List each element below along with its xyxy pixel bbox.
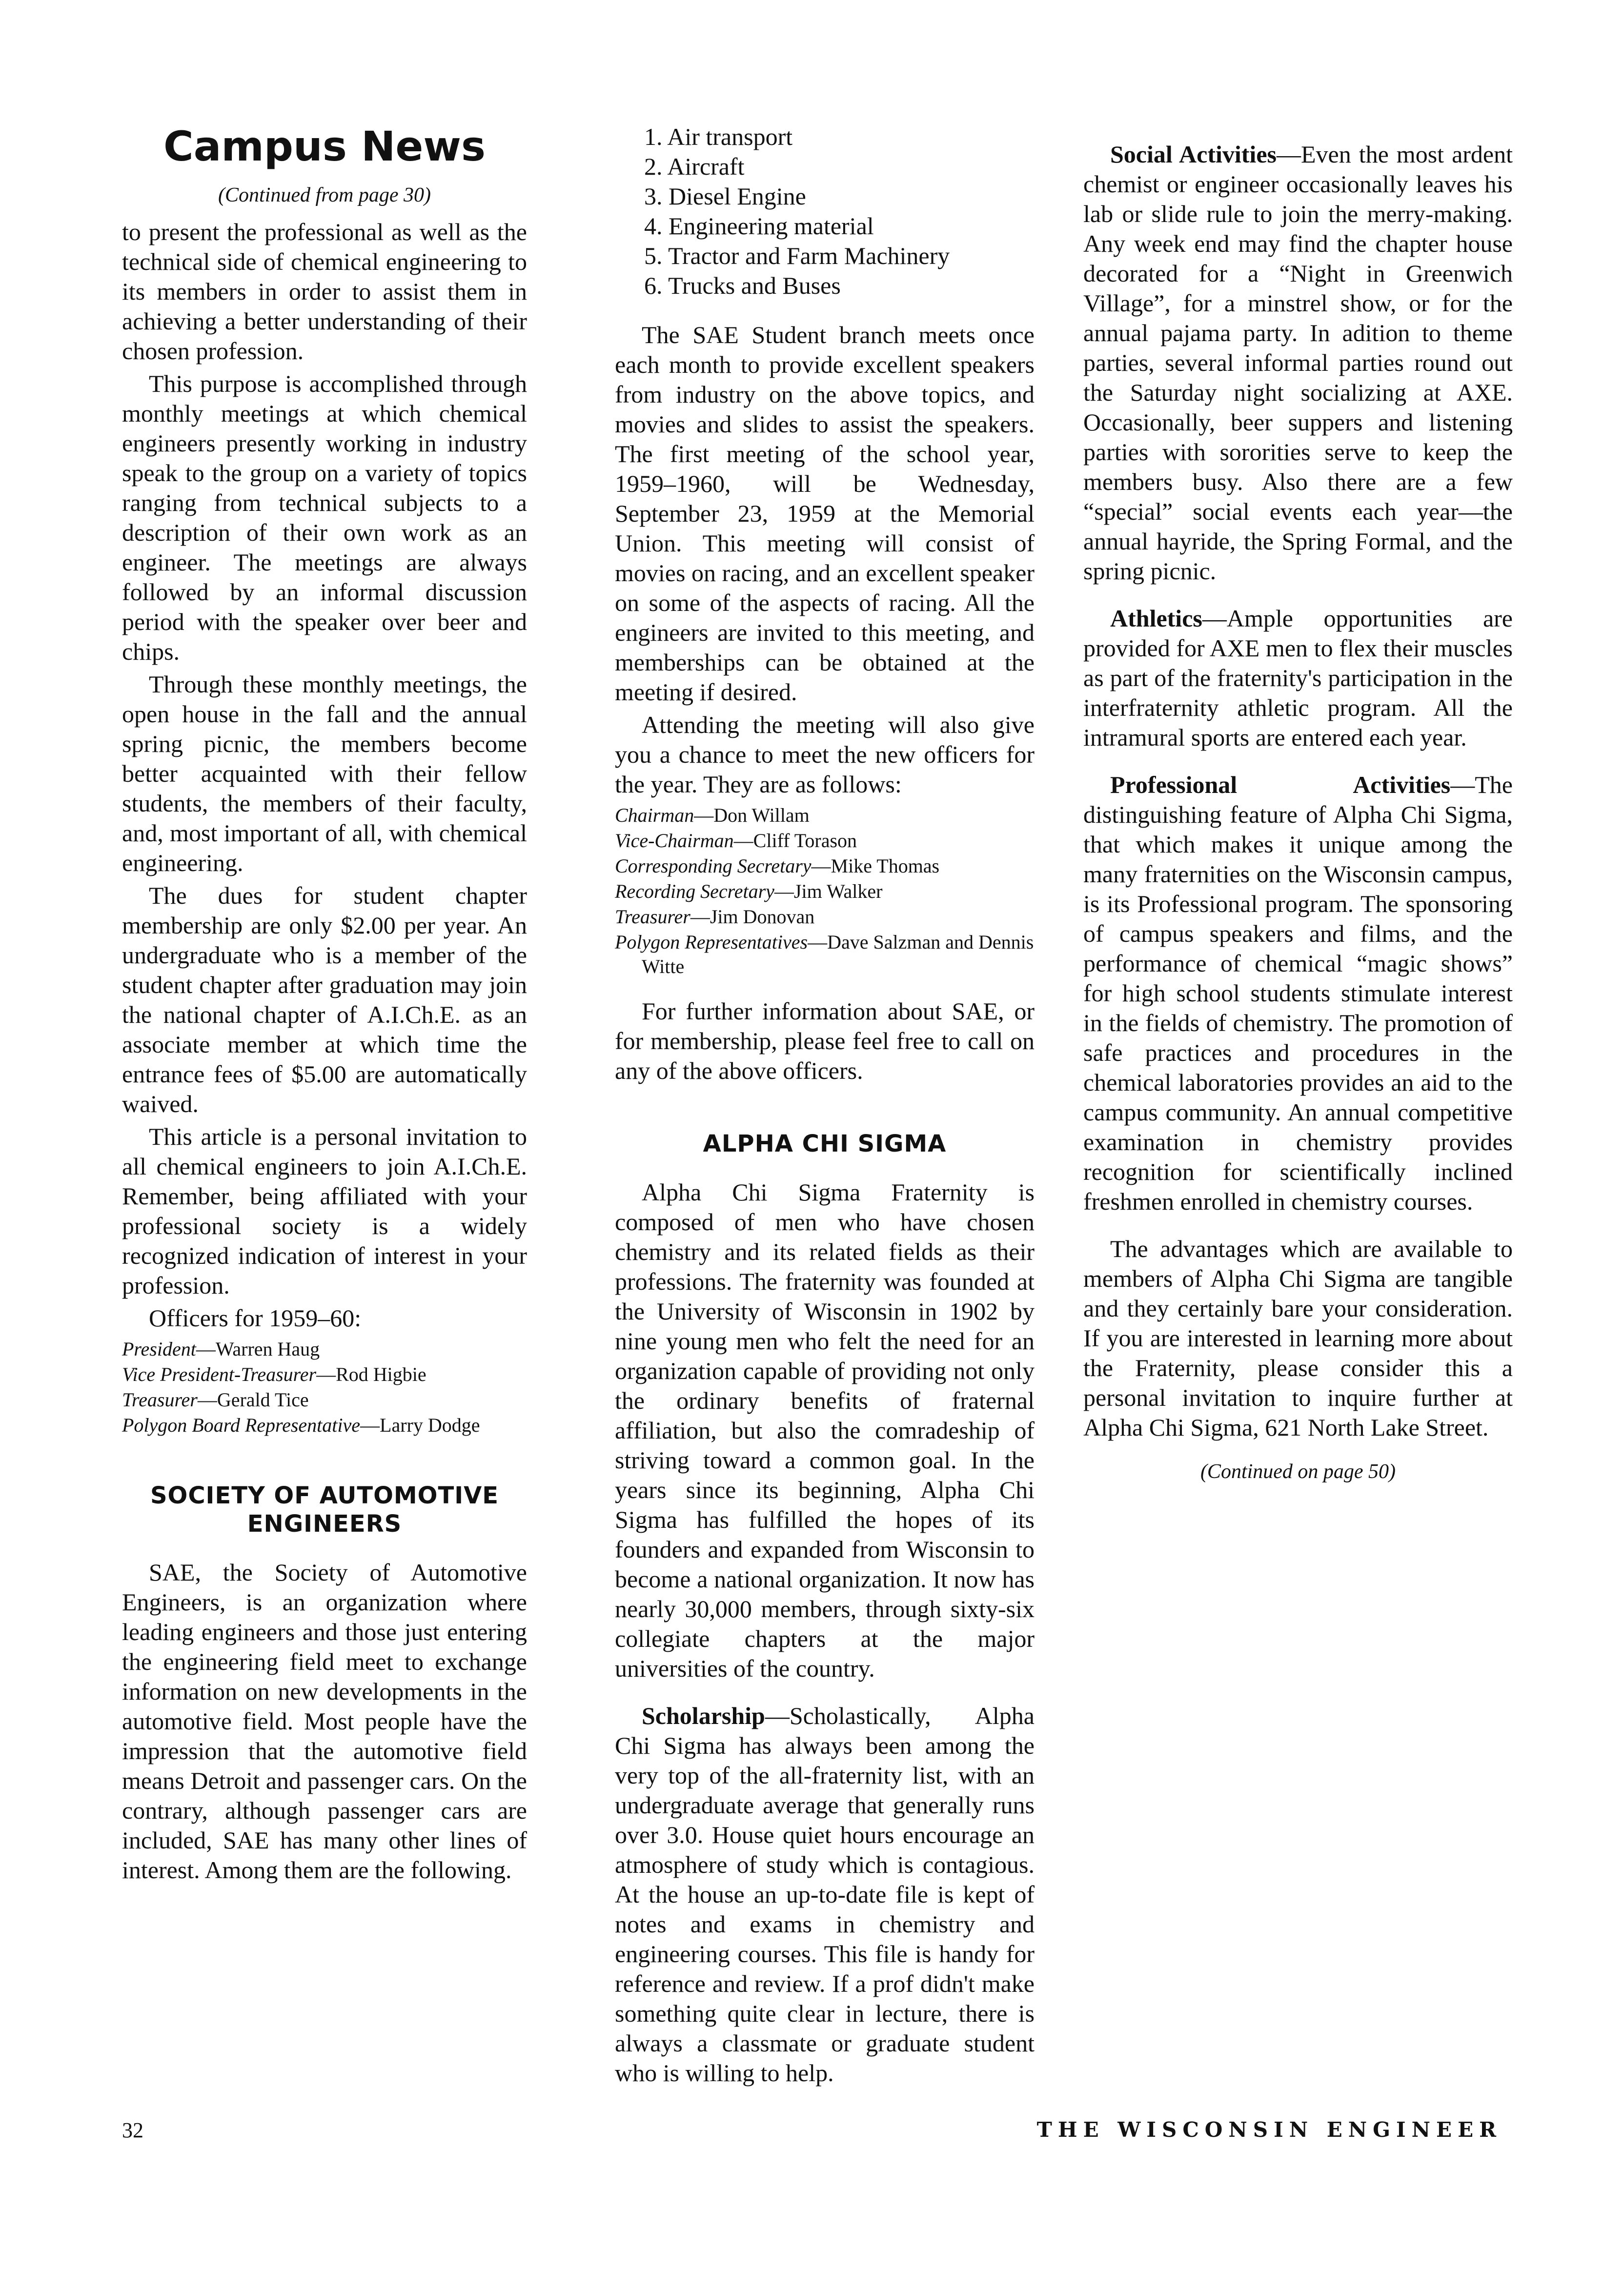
- column-3: [1083, 122, 1513, 1487]
- athletics-text: Ample opportunities are provided for AXE men to flex their muscles as part of the fraternity's participation in the interfraternity athletic program. All the intramural sports are entered each year.: [1083, 605, 1513, 751]
- continued-from-note: (Continued from page 30): [218, 184, 431, 206]
- continued-on-note: (Continued on page 50): [1200, 1460, 1396, 1483]
- officer-entry: Polygon Representatives—Dave Salzman and Dennis Witte: [615, 931, 1034, 977]
- aiche-paragraph: This article is a personal invitation to all chemical engineers to join A.I.Ch.E. Remember, being affiliated with your professional society is a widely recognized indication of interest in your profession.: [122, 1123, 527, 1299]
- page-number: 32: [122, 2118, 143, 2142]
- officer-role: Corresponding Secretary: [615, 855, 812, 877]
- aiche-officer-list: [122, 1337, 527, 1438]
- officer-name: Rod Higbie: [336, 1363, 426, 1385]
- officer-name: Warren Haug: [215, 1338, 320, 1360]
- officer-name: Jim Donovan: [710, 906, 815, 928]
- axe-social-paragraph: Social Activities—Even the most ardent chemist or engineer occasionally leaves his lab or slide rule to join the merry-making. Any week end may find the chapter house decorated for a “Night in Greenwich Village”, for a minstrel show, or for the annual pajama party. In adition to theme parties, several informal parties round out the Saturday night socializing at AXE. Occasionally, beer suppers and listening parties with sororities serve to keep the members busy. Also there are a few “special” social events each year—the annual hayride, the Spring Formal, and the spring picnic.: [1083, 141, 1513, 585]
- list-item: 6. Trucks and Buses: [644, 272, 841, 299]
- officer-role: Recording Secretary: [615, 880, 774, 902]
- scholarship-label: Scholarship: [642, 1702, 765, 1729]
- sae-intro-paragraph: SAE, the Society of Automotive Engineers, is an organization where leading engineers and those just entering the engineering field meet to exchange information on new developments in the automotive field. Most people have the impression that the automotive field means Detroit and passenger cars. On the contrary, although passenger cars are included, SAE has many other lines of interest. Among them are the following.: [122, 1559, 527, 1884]
- sae-paragraph: The SAE Student branch meets once each month to provide excellent speakers from industry on the above topics, and movies and slides to assist the speakers. The first meeting of the school year, 1959–1960, will be Wednesday, September 23, 1959 at the Memorial Union. This meeting will consist of movies on racing, and an excellent speaker on some of the aspects of racing. All the engineers are invited to this meeting, and memberships can be obtained at the meeting if desired.: [615, 321, 1035, 706]
- officer-role: Vice President-Treasurer: [122, 1363, 317, 1385]
- social-label: Social Activities: [1110, 141, 1277, 168]
- athletics-label: Athletics: [1110, 605, 1202, 632]
- officer-role: Chairman: [615, 804, 694, 826]
- axe-closing-paragraph: The advantages which are available to members of Alpha Chi Sigma are tangible and they certainly bare your consideration. If you are interested in learning more about the Fraternity, please consider this a personal invitation to inquire further at Alpha Chi Sigma, 621 North Lake Street.: [1083, 1235, 1513, 1441]
- sae-topic-list: [615, 122, 1035, 301]
- officer-entry: President—Warren Haug: [122, 1338, 320, 1360]
- officer-entry: Polygon Board Representative—Larry Dodge: [122, 1414, 480, 1436]
- aiche-paragraph: Through these monthly meetings, the open house in the fall and the annual spring picnic, the members become better acquainted with their fellow students, the members of their faculty, and, most important of all, with chemical engineering.: [122, 670, 527, 876]
- professional-text: The distinguishing feature of Alpha Chi Sigma, that which makes it unique among the many fraternities on the Wisconsin campus, is its Professional program. The sponsoring of campus speakers and films, and the performance of chemical “magic shows” for high school students stimulate interest in the fields of chemistry. The promotion of safe practices and procedures in the chemical laboratories provides an aid to the campus community. An annual competitive examination in chemistry provides recognition for scientifically inclined freshmen enrolled in chemistry courses.: [1083, 771, 1513, 1215]
- officer-role: President: [122, 1338, 196, 1360]
- officer-role: Treasurer: [615, 906, 690, 928]
- officer-role: Polygon Board Representative: [122, 1414, 361, 1436]
- list-item: 4. Engineering material: [644, 212, 874, 240]
- axe-athletics-paragraph: Athletics—Ample opportunities are provided for AXE men to flex their muscles as part of the fraternity's participation in the interfraternity athletic program. All the intramural sports are entered each year.: [1083, 605, 1513, 751]
- column-2: [615, 122, 1035, 2088]
- axe-section-title: ALPHA CHI SIGMA: [703, 1130, 947, 1157]
- scholarship-text: Scholastically, Alpha Chi Sigma has always been among the very top of the all-fraternity list, with an undergraduate average that generally runs over 3.0. House quiet hours encourage an atmosphere of study which is contagious. At the house an up-to-date file is kept of notes and exams in chemistry and engineering courses. This file is handy for reference and review. If a prof didn't make something quite clear in lecture, there is always a classmate or graduate student who is willing to help.: [615, 1702, 1035, 2087]
- officer-entry: Vice President-Treasurer—Rod Higbie: [122, 1363, 426, 1385]
- axe-scholarship-paragraph: Scholarship—Scholastically, Alpha Chi Sigma has always been among the very top of the all-fraternity list, with an undergraduate average that generally runs over 3.0. House quiet hours encourage an atmosphere of study which is contagious. At the house an up-to-date file is kept of notes and exams in chemistry and engineering courses. This file is handy for reference and review. If a prof didn't make something quite clear in lecture, there is always a classmate or graduate student who is willing to help.: [615, 1702, 1035, 2087]
- page-title: Campus News: [163, 122, 486, 170]
- sae-closing-paragraph: For further information about SAE, or for membership, please feel free to call on any of the above officers.: [615, 997, 1035, 1084]
- officer-entry: Treasurer—Jim Donovan: [615, 906, 815, 928]
- officer-entry: Recording Secretary—Jim Walker: [615, 880, 883, 902]
- social-text: Even the most ardent chemist or engineer occasionally leaves his lab or slide rule to join the merry-making. Any week end may find the chapter house decorated for a “Night in Greenwich Village”, for a minstrel show, or for the annual pajama party. In adition to theme parties, several informal parties round out the Saturday night socializing at AXE. Occasionally, beer suppers and listening parties with sororities serve to keep the members busy. Also there are a few “special” social events each year—the annual hayride, the Spring Formal, and the spring picnic.: [1083, 141, 1513, 585]
- officer-role: Treasurer: [122, 1389, 198, 1411]
- axe-intro-paragraph: Alpha Chi Sigma Fraternity is composed of men who have chosen chemistry and its related fields as their professions. The fraternity was founded at the University of Wisconsin in 1902 by nine young men who felt the need for an organization capable of providing not only the ordinary benefits of fraternal affiliation, but also the comradeship of striving toward a common goal. In the years since its beginning, Alpha Chi Sigma has fulfilled the hopes of its founders and expanded from Wisconsin to become a national organization. It now has nearly 30,000 members, through sixty-six collegiate chapters at the major universities of the country.: [615, 1178, 1035, 1682]
- sae-paragraph: Attending the meeting will also give you a chance to meet the new officers for the year. They are as follows:: [615, 711, 1035, 798]
- officers-heading: Officers for 1959–60:: [149, 1304, 362, 1332]
- axe-professional-paragraph: Professional Activities—The distinguishing feature of Alpha Chi Sigma, that which makes it unique among the many fraternities on the Wisconsin campus, is its Professional program. The sponsoring of campus speakers and films, and the performance of chemical “magic shows” for high school students stimulate interest in the fields of chemistry. The promotion of safe practices and procedures in the chemical laboratories provides an aid to the campus community. An annual competitive examination in chemistry provides recognition for scientifically inclined freshmen enrolled in chemistry courses.: [1083, 771, 1513, 1215]
- professional-label: Professional Activities: [1110, 771, 1451, 798]
- list-item: 2. Aircraft: [644, 153, 745, 180]
- officer-name: Don Willam: [713, 804, 810, 826]
- officer-name: Jim Walker: [793, 880, 883, 902]
- officer-name: Cliff Torason: [753, 830, 857, 851]
- sae-section-title: SOCIETY OF AUTOMOTIVE ENGINEERS: [150, 1482, 499, 1538]
- officer-entry: Corresponding Secretary—Mike Thomas: [615, 855, 940, 877]
- list-item: 3. Diesel Engine: [644, 182, 806, 210]
- officer-entry: Vice-Chairman—Cliff Torason: [615, 830, 857, 851]
- sae-officer-list: [615, 803, 1035, 979]
- officer-role: Polygon Representatives: [615, 931, 808, 953]
- aiche-paragraph: to present the professional as well as the technical side of chemical engineering to its members in order to assist them in achieving a better understanding of their chosen profession.: [122, 218, 527, 365]
- officer-name: Mike Thomas: [831, 855, 940, 877]
- officer-name: Larry Dodge: [380, 1414, 480, 1436]
- column-1: [122, 122, 527, 1885]
- aiche-paragraph: This purpose is accomplished through monthly meetings at which chemical engineers presently working in industry speak to the group on a variety of topics ranging from technical subjects to a description of their own work as an engineer. The meetings are always followed by an informal discussion period with the speaker over beer and chips.: [122, 370, 527, 665]
- list-item: 1. Air transport: [644, 123, 793, 150]
- officer-name: Dave Salzman and Dennis Witte: [642, 931, 1034, 977]
- aiche-paragraph: The dues for student chapter membership are only $2.00 per year. An undergraduate who is a member of the student chapter after graduation may join the national chapter of A.I.Ch.E. as an associate member at which time the entrance fees of $5.00 are automatically waived.: [122, 882, 527, 1117]
- journal-name: THE WISCONSIN ENGINEER: [1036, 2118, 1502, 2142]
- officer-role: Vice-Chairman: [615, 830, 734, 851]
- officer-entry: Chairman—Don Willam: [615, 804, 810, 826]
- officer-entry: Treasurer—Gerald Tice: [122, 1389, 309, 1411]
- list-item: 5. Tractor and Farm Machinery: [644, 242, 950, 269]
- officer-name: Gerald Tice: [217, 1389, 309, 1411]
